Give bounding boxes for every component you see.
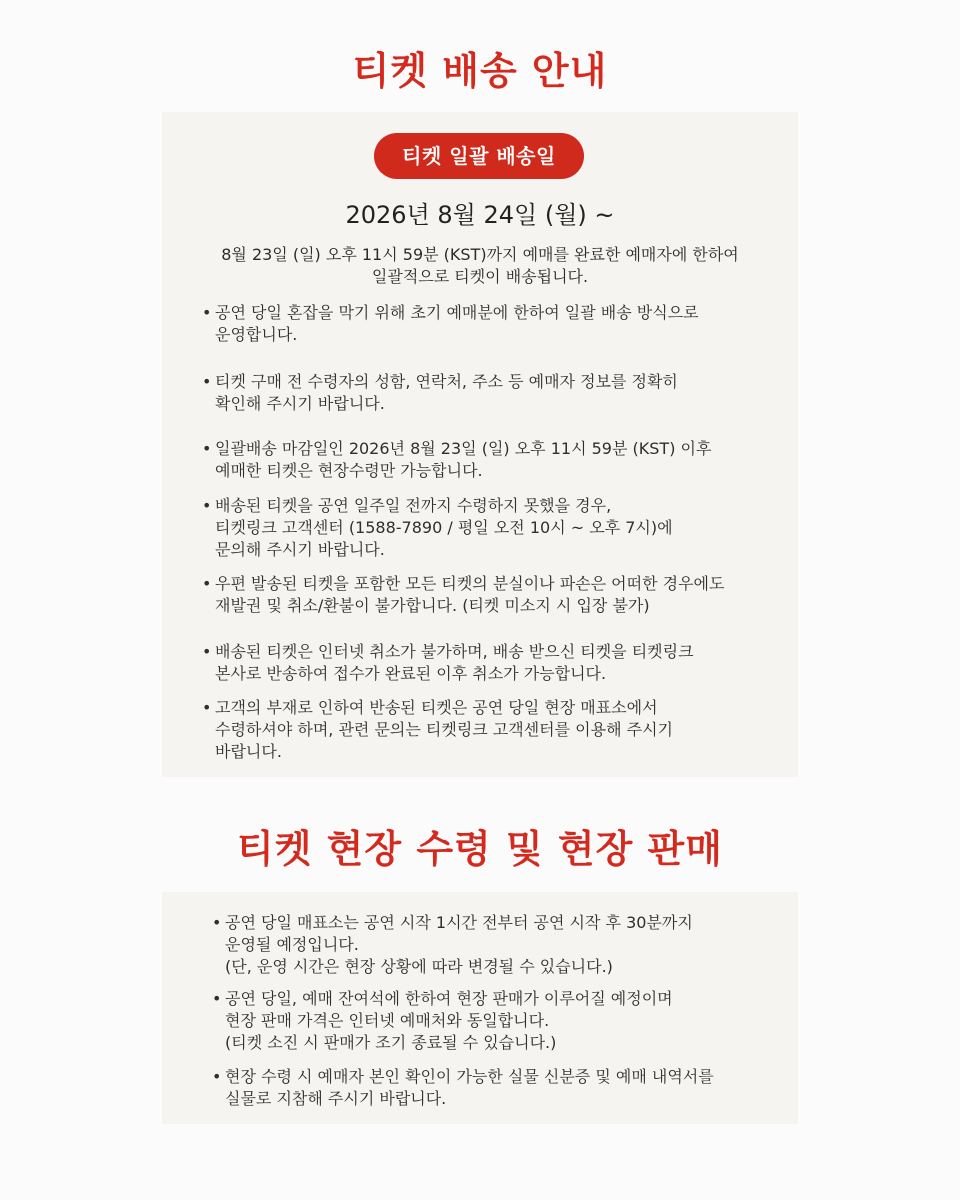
bullet-marker: • (212, 989, 222, 1008)
bullet-marker: • (212, 913, 222, 932)
delivery-notice-item (202, 697, 673, 763)
notice-line: 배송된 티켓을 공연 일주일 전까지 수령하지 못했을 경우, (215, 496, 612, 515)
bullet-marker: • (212, 1067, 222, 1086)
onsite-notice-item (212, 1066, 714, 1110)
notice-line: 운영합니다. (215, 325, 298, 344)
delivery-section-title: 티켓 배송 안내 (352, 49, 608, 93)
notice-line: 공연 당일 매표소는 공연 시작 1시간 전부터 공연 시작 후 30분까지 (225, 913, 693, 932)
notice-line: 현장 판매 가격은 인터넷 예매처와 동일합니다. (225, 1011, 550, 1030)
notice-line: 수령하셔야 하며, 관련 문의는 티켓링크 고객센터를 이용해 주시기 (215, 720, 674, 739)
notice-line: (티켓 소진 시 판매가 조기 종료될 수 있습니다.) (225, 1033, 557, 1052)
notice-line: 재발권 및 취소/환불이 불가합니다. (티켓 미소지 시 입장 불가) (215, 596, 650, 615)
notice-line: 공연 당일, 예매 잔여석에 한하여 현장 판매가 이루어질 예정이며 (225, 989, 673, 1008)
bulk-delivery-date-badge: 티켓 일괄 배송일 (374, 133, 584, 179)
delivery-intro-text (162, 244, 798, 288)
notice-line: 본사로 반송하여 접수가 완료된 이후 취소가 가능합니다. (215, 664, 607, 683)
notice-line: 운영될 예정입니다. (225, 935, 359, 954)
notice-line: 티켓링크 고객센터 (1588-7890 / 평일 오전 10시 ~ 오후 7시)에 (215, 518, 673, 537)
notice-line: 확인해 주시기 바랍니다. (215, 394, 385, 413)
bullet-marker: • (202, 698, 212, 717)
intro-line: 8월 23일 (일) 오후 11시 59분 (KST)까지 예매를 완료한 예매자에 한하여 (221, 245, 739, 264)
bullet-marker: • (202, 303, 212, 322)
onsite-notice-item (212, 988, 673, 1054)
bullet-marker: • (202, 372, 212, 391)
notice-line: (단, 운영 시간은 현장 상황에 따라 변경될 수 있습니다.) (225, 957, 613, 976)
delivery-start-date: 2026년 8월 24일 (월) ~ (345, 201, 615, 229)
onsite-info-panel (162, 892, 798, 1124)
bullet-marker: • (202, 439, 212, 458)
delivery-notice-item (202, 573, 724, 617)
notice-line: 배송된 티켓은 인터넷 취소가 불가하며, 배송 받으신 티켓을 티켓링크 (215, 642, 694, 661)
delivery-notice-item (202, 302, 699, 346)
intro-line: 일괄적으로 티켓이 배송됩니다. (371, 267, 589, 286)
notice-line: 현장 수령 시 예매자 본인 확인이 가능한 실물 신분증 및 예매 내역서를 (225, 1067, 714, 1086)
bullet-marker: • (202, 574, 212, 593)
notice-line: 예매한 티켓은 현장수령만 가능합니다. (215, 461, 483, 480)
notice-line: 실물로 지참해 주시기 바랍니다. (225, 1089, 447, 1108)
notice-line: 티켓 구매 전 수령자의 성함, 연락처, 주소 등 예매자 정보를 정확히 (215, 372, 678, 391)
delivery-notice-item (202, 641, 694, 685)
onsite-notice-item (212, 912, 693, 978)
delivery-notice-item (202, 371, 678, 415)
delivery-notice-item (202, 495, 673, 561)
notice-line: 공연 당일 혼잡을 막기 위해 초기 예매분에 한하여 일괄 배송 방식으로 (215, 303, 699, 322)
notice-line: 고객의 부재로 인하여 반송된 티켓은 공연 당일 현장 매표소에서 (215, 698, 658, 717)
notice-line: 우편 발송된 티켓을 포함한 모든 티켓의 분실이나 파손은 어떠한 경우에도 (215, 574, 725, 593)
notice-line: 일괄배송 마감일인 2026년 8월 23일 (일) 오후 11시 59분 (KST) 이후 (215, 439, 712, 458)
delivery-info-panel (162, 112, 798, 777)
delivery-notice-item (202, 438, 711, 482)
bullet-marker: • (202, 496, 212, 515)
bullet-marker: • (202, 642, 212, 661)
notice-line: 문의해 주시기 바랍니다. (215, 540, 385, 559)
onsite-section-title: 티켓 현장 수령 및 현장 판매 (237, 827, 723, 871)
notice-line: 바랍니다. (215, 742, 282, 761)
